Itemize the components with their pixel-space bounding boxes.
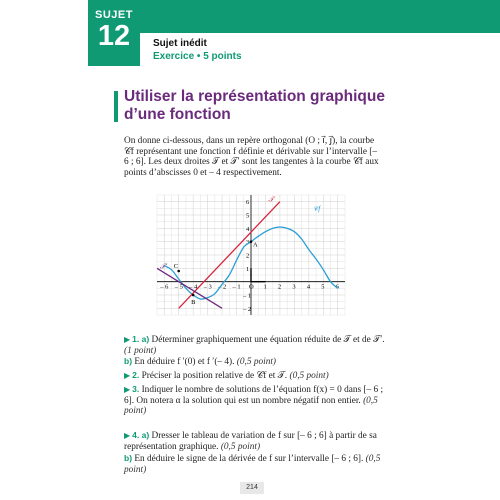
x-tick-label: – 6 [160, 283, 169, 291]
x-tick-label: – 2 [218, 283, 227, 291]
x-tick-label: 3 [292, 283, 296, 291]
sujet-label: SUJET [95, 9, 133, 21]
y-tick-label: 1 [246, 265, 250, 273]
point-label: B [191, 299, 196, 306]
question-item [124, 384, 386, 417]
x-tick-label: 1 [263, 283, 267, 291]
question-text: Dresser le tableau de variation de f sur [– 6 ; 6] à partir de sa représentation graphique. [124, 431, 377, 452]
question-points: (0,5 point) [124, 395, 378, 417]
question-text: En déduire f ′(0) et f ′(– 4). [132, 357, 237, 367]
question-points: (0,5 point) [289, 371, 329, 381]
point-marker [192, 294, 195, 297]
point-marker [177, 270, 180, 273]
question-number: 1. a) [132, 334, 150, 344]
exercise-label: Exercice • 5 points [153, 51, 242, 62]
question-text: En déduire le signe de la dérivée de f sur l’intervalle [– 6 ; 6]. [132, 454, 366, 464]
y-tick-label: 5 [246, 212, 250, 220]
series-label: 𝒯 [268, 195, 274, 204]
x-tick-label: – 1 [232, 283, 241, 291]
y-tick-label: 3 [246, 239, 250, 247]
question-number: b) [124, 356, 133, 366]
question-text: Déterminer graphiquement une équation réduite de 𝒯 et de 𝒯′. [149, 335, 385, 345]
x-tick-label: 5 [321, 283, 325, 291]
series-label: 𝒞f [313, 205, 321, 213]
y-tick-label: 2 [246, 252, 250, 260]
question-item [124, 356, 386, 368]
question-item [124, 453, 386, 475]
question-item [124, 430, 386, 452]
question-number: 2. [132, 370, 140, 380]
x-tick-label: 2 [277, 283, 282, 291]
question-points: (0,5 point) [236, 357, 277, 367]
question-points: (1 point) [124, 345, 157, 356]
question-item [124, 334, 386, 356]
x-tick-label: 6 [335, 283, 340, 291]
function-graph [151, 189, 351, 319]
question-number: b) [124, 453, 133, 463]
y-tick-label: – 2 [243, 305, 252, 313]
x-tick-label: 4 [306, 283, 311, 291]
header-bar [140, 0, 500, 33]
y-tick-label: 6 [246, 199, 250, 207]
question-marker-icon: ▶ [124, 431, 133, 440]
y-tick-label: – 1 [243, 292, 252, 300]
question-marker-icon: ▶ [124, 335, 133, 344]
title-accent-bar [114, 91, 118, 122]
page-number: 214 [240, 482, 264, 494]
intro-paragraph: On donne ci-dessous, dans un repère orthogonal (O ; i⃗, j⃗), la courbe 𝒞f représentant une fonction f définie et dérivable sur l’intervalle [– 6 ; 6]. Les deux droites 𝒯 et 𝒯′ sont les tangentes à la courbe 𝒞f aux points d’abscisses 0 et – 4 respectivement. [124, 136, 379, 178]
x-tick-label: – 5 [174, 283, 183, 291]
question-text: Indiquer le nombre de solutions de l’équation f(x) = 0 dans [– 6 ; 6]. On notera α la solution qui est un nombre négatif non entier. [124, 385, 384, 406]
x-tick-label: – 3 [203, 283, 212, 291]
question-points: (0,5 point) [220, 441, 261, 452]
page-title: Utiliser la représentation graphique d’une fonction [124, 88, 385, 123]
question-marker-icon: ▶ [124, 371, 133, 380]
y-tick-label: 4 [246, 225, 250, 233]
sujet-badge [88, 0, 140, 66]
x-tick-label: – 4 [189, 283, 198, 291]
point-label: C [173, 263, 179, 270]
question-number: 4. a) [132, 430, 150, 440]
question-text: Préciser la position relative de 𝒞f et 𝒯. [139, 371, 290, 381]
question-number: 3. [132, 384, 140, 394]
series-label: 𝒯′ [159, 262, 167, 271]
question-item [124, 370, 386, 382]
point-label: A [253, 241, 258, 249]
x-tick-label: O [249, 283, 254, 291]
subtitle: Sujet inédit [153, 38, 207, 49]
point-marker [250, 240, 253, 243]
question-points: (0,5 point) [124, 454, 381, 475]
question-marker-icon: ▶ [124, 385, 133, 394]
sujet-number: 12 [97, 20, 131, 52]
